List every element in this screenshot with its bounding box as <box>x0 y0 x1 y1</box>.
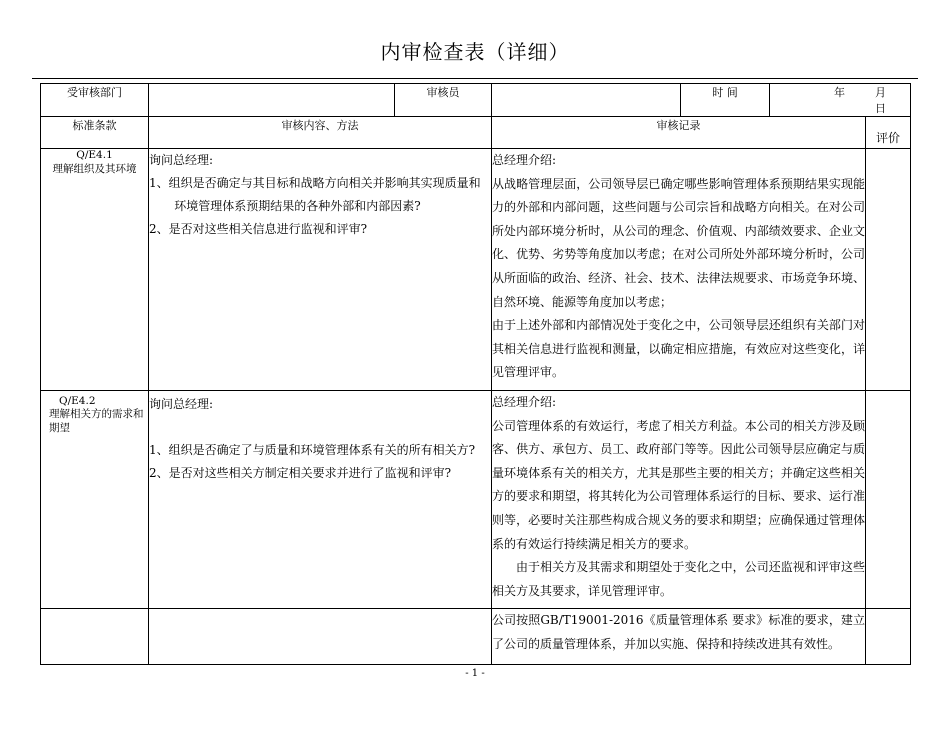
audit-content-cell <box>149 391 492 609</box>
page-number: - 1 - <box>465 668 485 679</box>
record-paragraph: 由于上述外部和内部情况处于变化之中，公司领导层还组织有关部门对其相关信息进行监视和测量，以确定相应措施，有效应对这些变化，详见管理评审。 <box>492 318 865 380</box>
content-line: 2、是否对这些相关方制定相关要求并进行了监视和评审? <box>149 466 452 480</box>
standard-clause-cell <box>41 149 149 391</box>
audit-content-cell <box>149 609 492 665</box>
column-header-content: 审核内容、方法 <box>149 117 492 149</box>
table-row <box>41 149 911 391</box>
content-line: 1、组织是否确定与其目标和战略方向相关并影响其实现质量和环境管理体系预期结果的各种外部和内部因素? <box>149 176 481 213</box>
content-line: 询问总经理: <box>149 153 214 167</box>
audit-record-cell <box>492 609 866 665</box>
auditor-label: 审核员 <box>395 84 492 117</box>
record-paragraph: 总经理介绍: <box>492 153 557 167</box>
auditor-value-field[interactable] <box>492 84 681 117</box>
evaluation-cell[interactable] <box>866 391 911 609</box>
record-paragraph: 由于相关方及其需求和期望处于变化之中，公司还监视和评审这些相关方及其要求，详见管理评审。 <box>492 560 865 598</box>
clause-code: Q/E4.1 <box>76 149 113 161</box>
record-paragraph: 公司管理体系的有效运行，考虑了相关方利益。本公司的相关方涉及顾客、供方、承包方、员工、政府部门等等。因此公司领导层应确定与质量环境体系有关的相关方，尤其是那些主要的相关方；并确定这些相关方的要求和期望，将其转化为公司管理体系运行的目标、要求、运行准则等，必要时关注那些构成合规义务的要求和期望；应确保通过管理体系的有效运行持续满足相关方的要求。 <box>492 418 865 551</box>
dept-value-field[interactable] <box>149 84 395 117</box>
day-label: 日 <box>875 102 886 115</box>
content-line: 询问总经理: <box>149 397 214 411</box>
audit-checklist-table <box>40 83 911 665</box>
info-row <box>41 84 911 117</box>
column-header-row <box>41 117 911 149</box>
column-header-record: 审核记录 <box>492 117 866 149</box>
clause-name: 理解相关方的需求和期望 <box>49 408 144 434</box>
evaluation-cell[interactable] <box>866 609 911 665</box>
clause-name: 理解组织及其环境 <box>52 163 137 175</box>
content-line: 1、组织是否确定了与质量和环境管理体系有关的所有相关方? <box>149 443 476 457</box>
clause-code: Q/E4.2 <box>59 395 96 407</box>
dept-label: 受审核部门 <box>41 84 149 117</box>
month-label: 月 <box>875 86 886 99</box>
column-header-evaluation: 评价 <box>866 117 911 149</box>
audit-record-cell <box>492 391 866 609</box>
record-paragraph: 从战略管理层面，公司领导层已确定哪些影响管理体系预期结果实现能力的外部和内部问题，这些问题与公司宗旨和战略方向相关。在对公司所处内部环境分析时，从公司的理念、价值观、内部绩效要求、企业文化、优势、劣势等角度加以考虑；在对公司所处外部环境分析时，公司从所面临的政治、经济、社会、技术、法律法规要求、市场竞争环境、自然环境、能源等角度加以考虑； <box>492 176 865 309</box>
page-title: 内审检查表（详细） <box>380 40 570 64</box>
table-row <box>41 609 911 665</box>
audit-content-cell <box>149 149 492 391</box>
standard-clause-cell <box>41 609 149 665</box>
record-paragraph: 总经理介绍: <box>492 395 557 409</box>
header-rule <box>32 78 918 79</box>
standard-clause-cell <box>41 391 149 609</box>
year-label: 年 <box>834 86 845 99</box>
date-field[interactable] <box>770 84 911 117</box>
audit-record-cell <box>492 149 866 391</box>
column-header-standard: 标准条款 <box>41 117 149 149</box>
table-row <box>41 391 911 609</box>
record-paragraph: 公司按照GB/T19001-2016《质量管理体系 要求》标准的要求，建立了公司的质量管理体系，并加以实施、保持和持续改进其有效性。 <box>492 613 865 651</box>
time-label: 时 间 <box>681 84 770 117</box>
evaluation-cell[interactable] <box>866 149 911 391</box>
content-line: 2、是否对这些相关信息进行监视和评审? <box>149 222 368 236</box>
